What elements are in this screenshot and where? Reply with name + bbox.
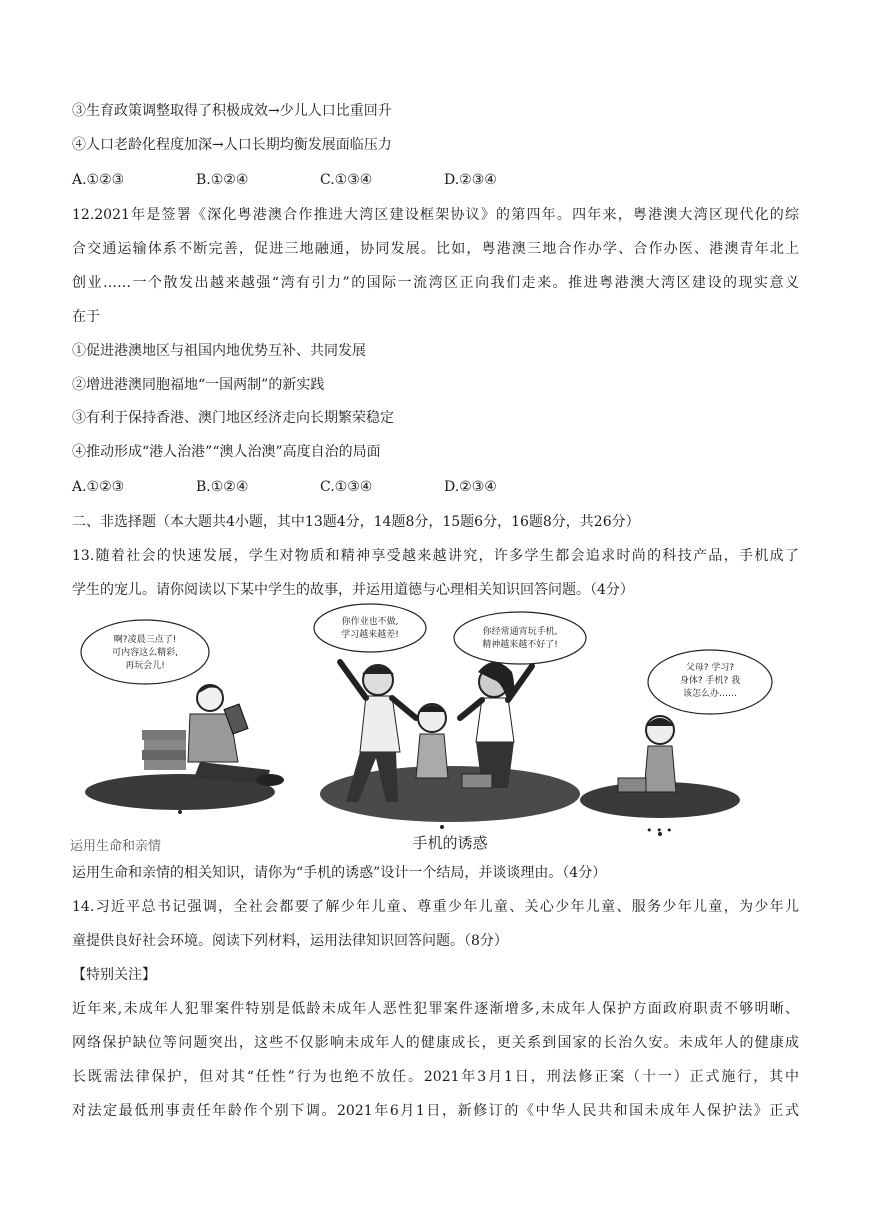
q11-options — [72, 170, 568, 190]
svg-text:再玩会儿!: 再玩会儿! — [125, 661, 165, 671]
comic-caption: 手机的诱惑 — [412, 834, 488, 852]
svg-text:啊?凌晨三点了!: 啊?凌晨三点了! — [113, 635, 177, 645]
svg-text:身体? 手机? 我: 身体? 手机? 我 — [679, 676, 741, 686]
comic-illustration — [70, 602, 798, 854]
speech-bubble-2 — [314, 604, 426, 652]
q14-material-line: 网络保护缺位等问题突出，这些不仅影响未成年人的健康成长，更关系到国家的长治久安。未成年人的健康成 — [72, 1035, 799, 1051]
option-a: A.①②③ — [72, 172, 125, 188]
section-heading: 二、非选择题（本大题共4小题，其中13题4分，14题8分，15题6分，16题8分，共26分） — [72, 514, 640, 530]
q12-stem-line: 合交通运输体系不断完善，促进三地融通，协同发展。比如，粤港澳三地合作办学、合作办医、港澳青年北上 — [72, 241, 799, 257]
q12-options — [72, 477, 568, 497]
q14-stem-line: 14.习近平总书记强调，全社会都要了解少年儿童、尊重少年儿童、关心少年儿童、服务少年儿童，为少年儿 — [72, 899, 799, 915]
q13-stem-line: 学生的宠儿。请你阅读以下某中学生的故事，并运用道德与心理相关知识回答问题。（4分） — [72, 582, 634, 598]
ellipsis-dots: • • • — [646, 824, 673, 837]
q12-item-2: ②增进港澳同胞福地“一国两制”的新实践 — [72, 377, 325, 393]
option-d: D.②③④ — [444, 479, 497, 495]
option-b: B.①②④ — [196, 172, 249, 188]
q14-material-line: 对法定最低刑事责任年龄作个别下调。2021年6月1日，新修订的《中华人民共和国未成年人保护法》正式 — [72, 1103, 799, 1119]
svg-text:你作业也不做,: 你作业也不做, — [341, 617, 399, 627]
svg-text:该怎么办……: 该怎么办…… — [682, 689, 738, 699]
svg-text:精神越来越不好了!: 精神越来越不好了! — [482, 640, 558, 650]
option-c: C.①③④ — [320, 172, 373, 188]
cut-off-text: 运用生命和亲情 — [70, 839, 162, 854]
svg-text:可内容这么精彩,: 可内容这么精彩, — [112, 648, 178, 658]
q12-item-3: ③有利于保持香港、澳门地区经济走向长期繁荣稳定 — [72, 410, 394, 426]
q12-stem-line: 创业……一个散发出越来越强“湾有引力”的国际一流湾区正向我们走来。推进粤港澳大湾区建设的现实意义 — [72, 275, 799, 291]
option-d: D.②③④ — [444, 172, 497, 188]
q14-heading: 【特别关注】 — [72, 967, 156, 983]
panel-parents-scolding — [320, 662, 580, 829]
speech-bubble-3 — [454, 612, 586, 664]
q14-stem-line: 童提供良好社会环境。阅读下列材料，运用法律知识回答问题。（8分） — [72, 933, 508, 949]
speech-bubble-4 — [648, 650, 772, 714]
q12-stem-line: 12.2021年是签署《深化粤港澳合作推进大湾区建设框架协议》的第四年。四年来，粤港澳大湾区现代化的综 — [72, 207, 799, 223]
q14-material-line: 长既需法律保护，但对其“任性”行为也绝不放任。2021年3月1日，刑法修正案（十一）正式施行，其中 — [72, 1069, 799, 1085]
option-b: B.①②④ — [196, 479, 249, 495]
q12-stem-line: 在于 — [72, 309, 100, 325]
q11-item-4: ④人口老龄化程度加深→人口长期均衡发展面临压力 — [72, 137, 392, 153]
speech-bubble-1 — [81, 620, 209, 684]
q13-stem-line: 13.随着社会的快速发展，学生对物质和精神享受越来越讲究，许多学生都会追求时尚的科技产品，手机成了 — [72, 548, 799, 564]
q13-question: 运用生命和亲情的相关知识，请你为“手机的诱惑”设计一个结局，并谈谈理由。（4分） — [72, 865, 607, 881]
q14-material-line: 近年来,未成年人犯罪案件特别是低龄未成年人恶性犯罪案件逐渐增多,未成年人保护方面政府职责不够明晰、 — [72, 1001, 799, 1017]
svg-text:你经常通宵玩手机,: 你经常通宵玩手机, — [482, 627, 558, 637]
option-a: A.①②③ — [72, 479, 125, 495]
panel-boy-thinking — [580, 716, 740, 836]
q12-item-1: ①促进港澳地区与祖国内地优势互补、共同发展 — [72, 343, 366, 359]
svg-text:父母? 学习?: 父母? 学习? — [685, 663, 735, 673]
option-c: C.①③④ — [320, 479, 373, 495]
svg-text:学习越来越差!: 学习越来越差! — [341, 630, 399, 640]
panel-boy-playing-phone — [85, 684, 284, 814]
q12-item-4: ④推动形成“港人治港”“澳人治澳”高度自治的局面 — [72, 444, 381, 460]
q11-item-3: ③生育政策调整取得了积极成效→少儿人口比重回升 — [72, 103, 392, 119]
